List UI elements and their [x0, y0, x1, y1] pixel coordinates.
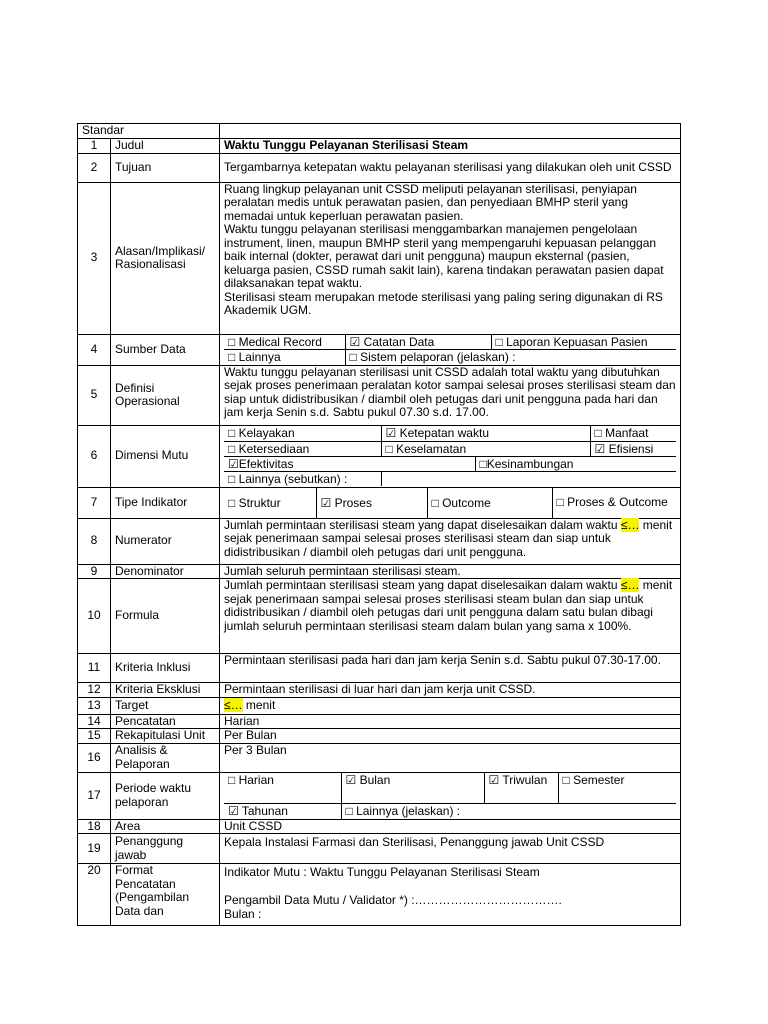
rationale-paragraph: Ruang lingkup pelayanan unit CSSD meliputi pelayanan sterilisasi, penyiapan peralatan medis untuk perawatan pasien, dan penyediaan BMHP steril yang memadai untuk keperluan perawatan pasien.	[224, 181, 637, 223]
option-efektivitas: ☑Efektivitas	[224, 456, 475, 471]
row-value: Jumlah seluruh permintaan sterilisasi steam.	[220, 564, 681, 579]
row-label: Alasan/Implikasi/ Rasionalisasi	[111, 182, 220, 334]
table-row	[78, 334, 681, 365]
option-kesinambungan: □Kesinambungan	[475, 456, 676, 471]
standar-header: Standar	[78, 124, 220, 139]
row-number: 8	[78, 518, 111, 564]
row-value: Tergambarnya ketepatan waktu pelayanan sterilisasi yang dilakukan oleh unit CSSD	[220, 153, 681, 182]
row-number: 6	[78, 425, 111, 487]
indicator-table	[77, 123, 681, 926]
row-number: 9	[78, 564, 111, 579]
row-value: Unit CSSD	[220, 819, 681, 834]
table-row	[78, 729, 681, 744]
row-label: Format Pencatatan (Pengambilan Data dan	[111, 864, 220, 926]
row-label: Formula	[111, 579, 220, 654]
quality-dimension-options	[220, 425, 681, 487]
numerator-text: Jumlah permintaan sterilisasi steam yang dapat diselesaikan dalam waktu ≤… menit sejak penerimaan sampai selesai proses sterilisasi steam dan siap untuk didistribusikan / diambil oleh petugas dari unit pengguna.	[220, 518, 681, 564]
option-ketersediaan: □ Ketersediaan	[224, 441, 381, 456]
option-struktur: □ Struktur	[224, 488, 316, 518]
option-catatan-data: ☑ Catatan Data	[345, 335, 491, 350]
option-kelayakan: □ Kelayakan	[224, 426, 381, 441]
row-label: Numerator	[111, 518, 220, 564]
option-laporan-kepuasan: □ Laporan Kepuasan Pasien	[491, 335, 676, 350]
empty-cell	[381, 471, 676, 486]
header-empty-cell	[220, 124, 681, 139]
row-value: Per 3 Bulan	[220, 743, 681, 772]
row-label: Analisis & Pelaporan	[111, 743, 220, 772]
row-label: Kriteria Eksklusi	[111, 683, 220, 698]
reporting-period-options	[220, 772, 681, 819]
rationale-text	[220, 182, 681, 334]
table-row	[78, 425, 681, 487]
row-value: Kepala Instalasi Farmasi dan Sterilisasi, Penanggung jawab Unit CSSD	[220, 834, 681, 864]
table-row	[78, 683, 681, 698]
table-row	[78, 697, 681, 714]
row-label: Denominator	[111, 564, 220, 579]
table-row	[78, 153, 681, 182]
row-label: Area	[111, 819, 220, 834]
row-number: 18	[78, 819, 111, 834]
table-row	[78, 564, 681, 579]
table-row	[78, 138, 681, 153]
option-efisiensi: ☑ Efisiensi	[590, 441, 676, 456]
row-number: 20	[78, 864, 111, 926]
row-number: 12	[78, 683, 111, 698]
option-harian: □ Harian	[224, 773, 341, 804]
option-ketepatan-waktu: ☑ Ketepatan waktu	[381, 426, 590, 441]
row-value: Permintaan sterilisasi di luar hari dan jam kerja unit CSSD.	[220, 683, 681, 698]
data-source-options	[220, 334, 681, 365]
table-header-row	[78, 124, 681, 139]
row-label: Dimensi Mutu	[111, 425, 220, 487]
row-label: Penanggung jawab	[111, 834, 220, 864]
highlighted-placeholder: ≤…	[224, 697, 243, 712]
row-number: 16	[78, 743, 111, 772]
option-proses: ☑ Proses	[316, 488, 427, 518]
target-value: ≤… menit	[220, 697, 681, 714]
format-pencatatan	[220, 864, 681, 926]
row-value: Harian	[220, 714, 681, 729]
option-keselamatan: □ Keselamatan	[381, 441, 590, 456]
row-number: 14	[78, 714, 111, 729]
row-value: Waktu tunggu pelayanan sterilisasi unit CSSD adalah total waktu yang dibutuhkan sejak proses penerimaan peralatan kotor sampai selesai proses sterilisasi steam dan siap untuk didistribusikan / diambil oleh petugas dari unit pengguna pada hari dan jam kerja Senin s.d. Sabtu pukul 07.30 s.d. 17.00.	[220, 365, 681, 425]
row-value: Per Bulan	[220, 729, 681, 744]
row-label: Target	[111, 697, 220, 714]
option-sistem-pelaporan: □ Sistem pelaporan (jelaskan) :	[345, 350, 676, 365]
row-label: Judul	[111, 138, 220, 153]
table-row	[78, 365, 681, 425]
row-number: 15	[78, 729, 111, 744]
row-label: Rekapitulasi Unit	[111, 729, 220, 744]
table-row	[78, 518, 681, 564]
table-row	[78, 819, 681, 834]
rationale-paragraph: Sterilisasi steam merupakan metode sterilisasi yang paling sering digunakan di RS Akademik UGM.	[224, 289, 663, 317]
option-manfaat: □ Manfaat	[590, 426, 676, 441]
row-number: 7	[78, 487, 111, 518]
option-medical-record: □ Medical Record	[224, 335, 345, 350]
option-bulan: ☑ Bulan	[341, 773, 484, 804]
row-number: 5	[78, 365, 111, 425]
table-row	[78, 487, 681, 518]
row-number: 4	[78, 334, 111, 365]
table-row	[78, 654, 681, 683]
table-row	[78, 772, 681, 819]
option-lainnya-sebutkan: □ Lainnya (sebutkan) :	[224, 471, 381, 486]
indicator-title: Waktu Tunggu Pelayanan Sterilisasi Steam	[220, 138, 681, 153]
row-number: 2	[78, 153, 111, 182]
indicator-type-options	[220, 487, 681, 518]
option-semester: □ Semester	[558, 773, 676, 804]
row-label: Tipe Indikator	[111, 487, 220, 518]
indicator-document	[77, 123, 680, 926]
format-validator-line: Pengambil Data Mutu / Validator *) :……………………………….	[224, 893, 562, 907]
row-number: 13	[78, 697, 111, 714]
format-indicator-line: Indikator Mutu : Waktu Tunggu Pelayanan Sterilisasi Steam	[224, 865, 540, 879]
row-number: 1	[78, 138, 111, 153]
row-number: 11	[78, 654, 111, 683]
row-label: Periode waktu pelaporan	[111, 772, 220, 819]
row-number: 10	[78, 579, 111, 654]
row-label: Kriteria Inklusi	[111, 654, 220, 683]
option-outcome: □ Outcome	[427, 488, 552, 518]
highlighted-placeholder: ≤…	[620, 517, 640, 532]
option-lainnya-jelaskan: □ Lainnya (jelaskan) :	[341, 804, 676, 819]
table-row	[78, 743, 681, 772]
table-row	[78, 579, 681, 654]
row-number: 17	[78, 772, 111, 819]
option-triwulan: ☑ Triwulan	[484, 773, 558, 804]
row-value: Permintaan sterilisasi pada hari dan jam kerja Senin s.d. Sabtu pukul 07.30-17.00.	[220, 654, 681, 683]
formula-text: Jumlah permintaan sterilisasi steam yang dapat diselesaikan dalam waktu ≤… menit sejak penerimaan sampai selesai proses sterilisasi steam bulan dan siap untuk didistribusikan / diambil oleh petugas dari unit pengguna dalam satu bulan dibagi jumlah seluruh permintaan sterilisasi steam dalam bulan yang sama x 100%.	[220, 579, 681, 654]
row-number: 19	[78, 834, 111, 864]
row-label: Sumber Data	[111, 334, 220, 365]
table-row	[78, 182, 681, 334]
option-proses-outcome: □ Proses & Outcome	[552, 488, 676, 518]
row-label: Definisi Operasional	[111, 365, 220, 425]
table-row	[78, 834, 681, 864]
rationale-paragraph: Waktu tunggu pelayanan sterilisasi menggambarkan manajemen pengelolaan instrument, linen, maupun BMHP steril yang mempengaruhi kepuasan pelanggan baik internal (dokter, perawat dari unit pengguna) maupun eksternal (pasien, keluarga pasien, CSSD rumah sakit lain), karena tindakan perawatan pasien dapat dilaksanakan tepat waktu.	[224, 222, 664, 290]
table-row	[78, 714, 681, 729]
option-lainnya: □ Lainnya	[224, 350, 345, 365]
row-number: 3	[78, 182, 111, 334]
row-label: Tujuan	[111, 153, 220, 182]
table-row	[78, 864, 681, 926]
highlighted-placeholder: ≤…	[620, 578, 640, 592]
row-label: Pencatatan	[111, 714, 220, 729]
option-tahunan: ☑ Tahunan	[224, 804, 341, 819]
format-month-line: Bulan :	[224, 906, 262, 921]
